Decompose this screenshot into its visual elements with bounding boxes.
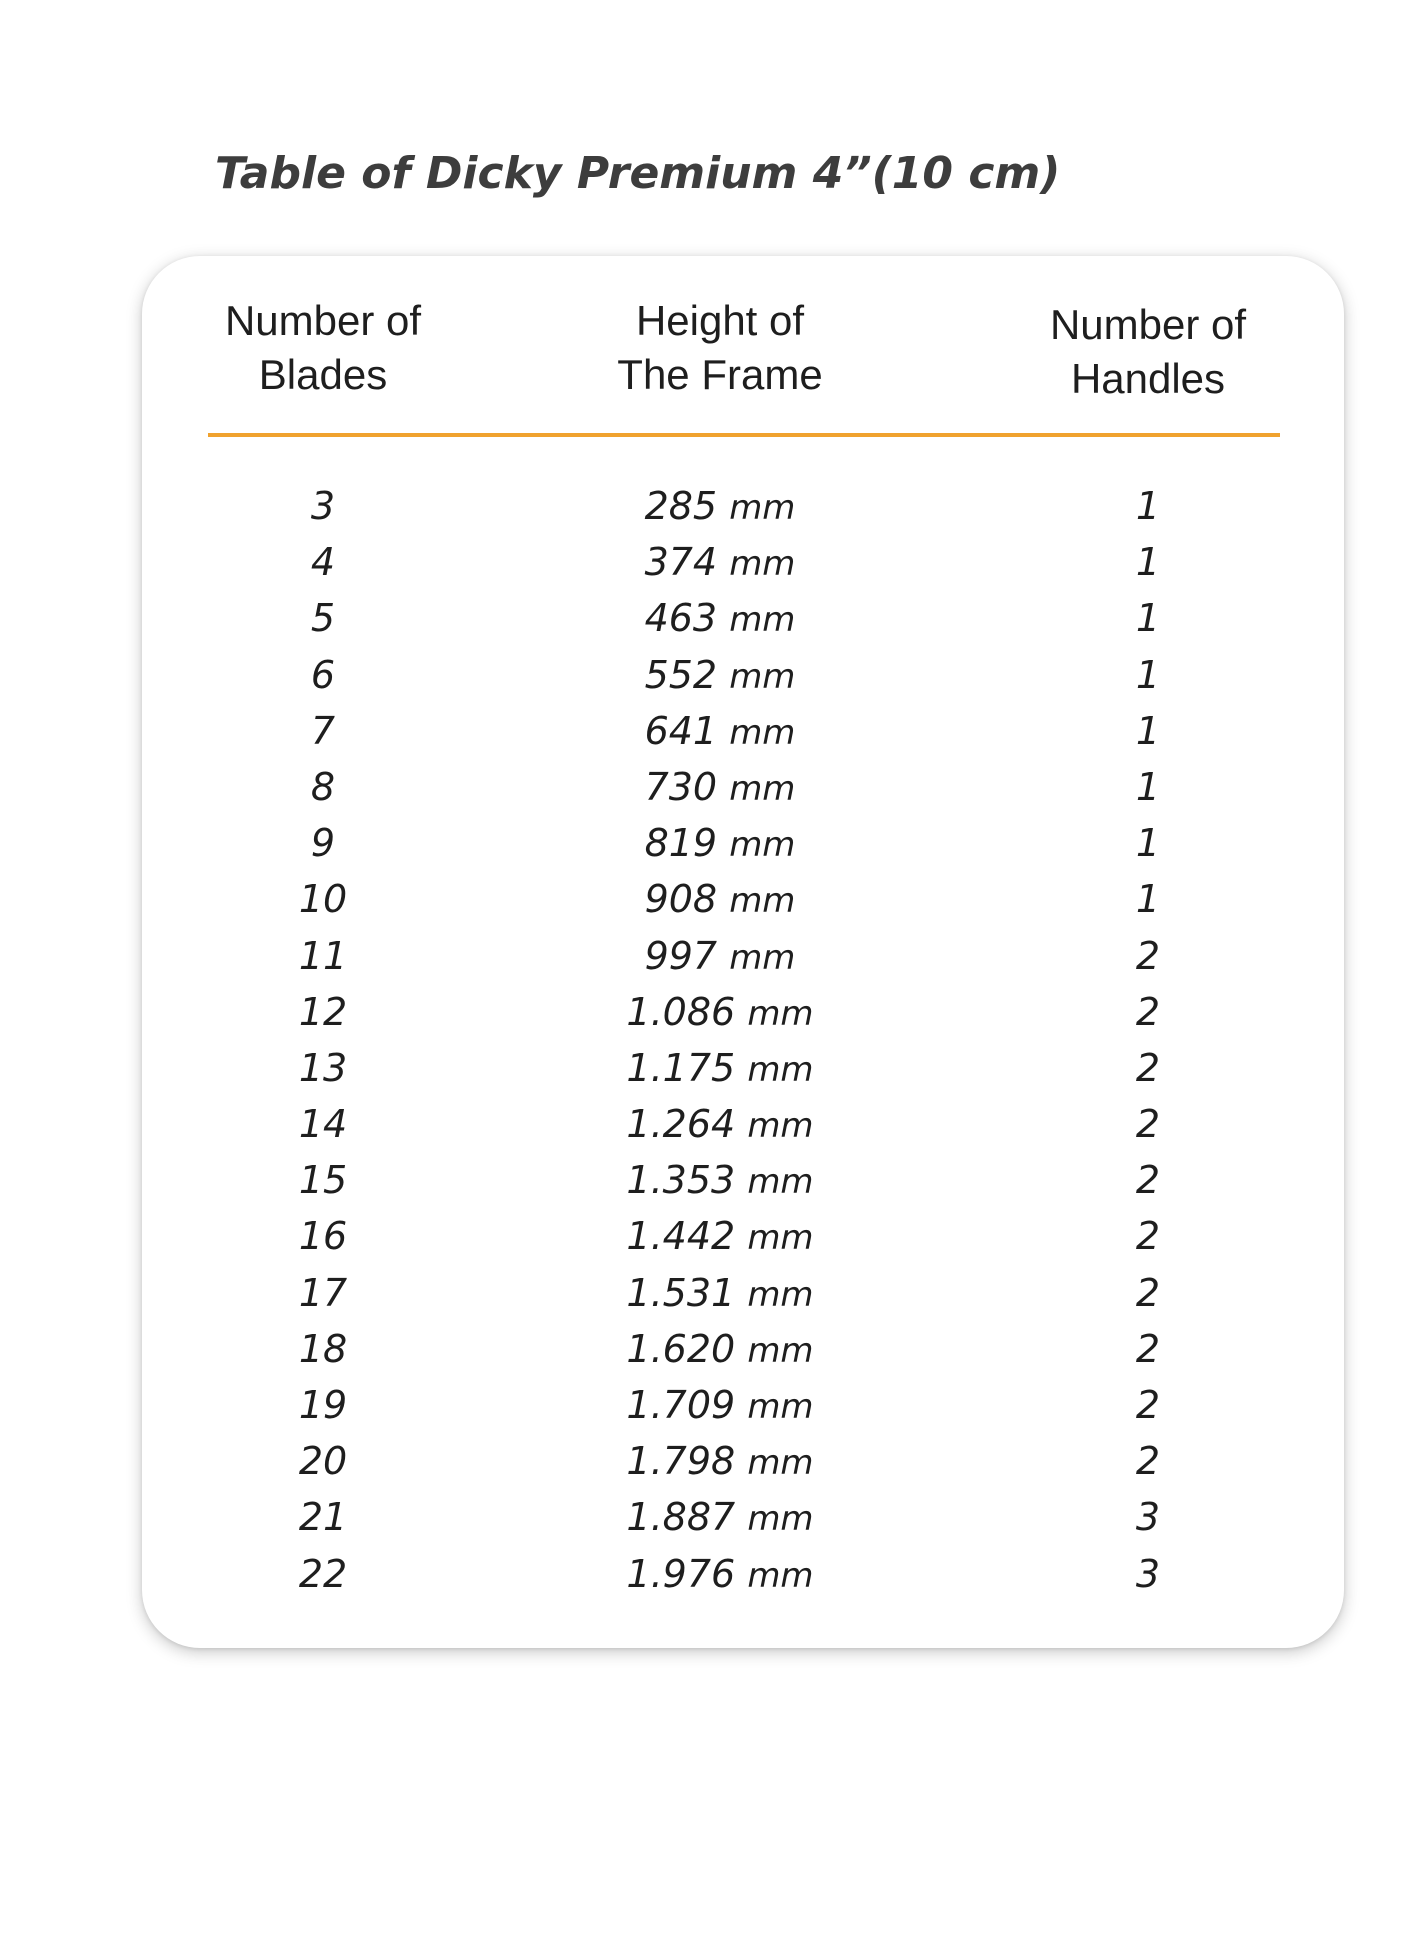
frame-height-value: 1.175 bbox=[626, 1045, 736, 1090]
frame-height-value: 1.531 bbox=[626, 1270, 736, 1315]
header-line: Handles bbox=[1070, 355, 1226, 402]
cell-frame-height bbox=[540, 703, 900, 761]
cell-blades: 13 bbox=[298, 1045, 348, 1090]
frame-height-value: 1.620 bbox=[626, 1326, 736, 1371]
cell-blades: 14 bbox=[298, 1102, 348, 1147]
cell-frame-height bbox=[540, 1040, 900, 1098]
frame-height-value: 1.798 bbox=[626, 1439, 736, 1484]
table-row bbox=[142, 478, 1344, 534]
cell-handles: 2 bbox=[1135, 989, 1161, 1034]
table-header bbox=[142, 256, 1344, 436]
frame-height-unit: mm bbox=[729, 937, 796, 978]
cell-blades: 10 bbox=[298, 877, 348, 922]
cell-blades: 17 bbox=[298, 1270, 348, 1315]
cell-handles: 2 bbox=[1135, 1383, 1161, 1427]
header-number-of-blades bbox=[143, 294, 503, 402]
header-line: Number of bbox=[1049, 301, 1247, 348]
frame-height-unit: mm bbox=[747, 1443, 814, 1484]
frame-height-value: 908 bbox=[644, 877, 718, 922]
frame-height-unit: mm bbox=[747, 1162, 814, 1203]
header-height-of-frame bbox=[540, 294, 900, 402]
cell-blades: 21 bbox=[298, 1495, 348, 1540]
frame-height-value: 1.264 bbox=[626, 1102, 736, 1147]
cell-blades: 11 bbox=[298, 933, 348, 978]
table-row bbox=[142, 647, 1344, 703]
cell-blades: 12 bbox=[298, 989, 348, 1034]
frame-height-unit: mm bbox=[729, 825, 796, 866]
cell-frame-height bbox=[540, 871, 900, 929]
cell-handles: 2 bbox=[1135, 1326, 1161, 1371]
cell-blades: 8 bbox=[310, 764, 336, 809]
table-row bbox=[142, 1208, 1344, 1264]
table-row bbox=[142, 1265, 1344, 1321]
frame-height-value: 1.976 bbox=[626, 1551, 736, 1596]
table-row bbox=[142, 1040, 1344, 1096]
table-row bbox=[142, 984, 1344, 1040]
table-row bbox=[142, 1152, 1344, 1208]
cell-frame-height bbox=[540, 1377, 900, 1435]
frame-height-unit: mm bbox=[747, 1387, 814, 1427]
cell-blades: 19 bbox=[298, 1383, 348, 1427]
frame-height-unit: mm bbox=[747, 1106, 814, 1147]
cell-blades: 22 bbox=[298, 1551, 348, 1596]
cell-blades: 4 bbox=[310, 540, 336, 585]
table-row bbox=[142, 590, 1344, 646]
cell-frame-height bbox=[540, 815, 900, 873]
frame-height-unit: mm bbox=[729, 600, 796, 641]
cell-frame-height bbox=[540, 534, 900, 592]
frame-height-value: 463 bbox=[644, 596, 718, 641]
table-row bbox=[142, 815, 1344, 871]
frame-height-value: 730 bbox=[644, 764, 718, 809]
header-line: Number of bbox=[224, 297, 422, 344]
cell-blades: 15 bbox=[298, 1158, 348, 1203]
table-card bbox=[142, 256, 1344, 1648]
frame-height-value: 1.353 bbox=[626, 1158, 736, 1203]
cell-frame-height bbox=[540, 928, 900, 986]
cell-frame-height bbox=[540, 478, 900, 536]
cell-blades: 7 bbox=[310, 708, 336, 753]
frame-height-value: 374 bbox=[644, 540, 718, 585]
table-row bbox=[142, 1489, 1344, 1545]
header-line: Height of bbox=[635, 297, 805, 344]
cell-handles: 2 bbox=[1135, 1214, 1161, 1259]
cell-handles: 3 bbox=[1135, 1551, 1161, 1596]
cell-frame-height bbox=[540, 1096, 900, 1154]
cell-handles: 2 bbox=[1135, 1439, 1161, 1484]
cell-handles: 2 bbox=[1135, 1270, 1161, 1315]
cell-blades: 9 bbox=[310, 821, 336, 866]
frame-height-value: 1.709 bbox=[626, 1383, 736, 1427]
frame-height-unit: mm bbox=[729, 656, 796, 697]
cell-handles: 1 bbox=[1135, 877, 1161, 922]
table-row bbox=[142, 703, 1344, 759]
cell-handles: 1 bbox=[1135, 764, 1161, 809]
frame-height-unit: mm bbox=[747, 1555, 814, 1596]
cell-handles: 2 bbox=[1135, 933, 1161, 978]
cell-handles: 1 bbox=[1135, 484, 1161, 528]
cell-blades: 5 bbox=[310, 596, 336, 641]
frame-height-unit: mm bbox=[747, 1330, 814, 1371]
cell-frame-height bbox=[540, 590, 900, 648]
cell-handles: 2 bbox=[1135, 1158, 1161, 1203]
frame-height-value: 552 bbox=[644, 652, 718, 697]
header-number-of-handles bbox=[968, 298, 1328, 406]
frame-height-unit: mm bbox=[747, 1049, 814, 1090]
table-row bbox=[142, 1377, 1344, 1433]
header-line: The Frame bbox=[617, 351, 823, 398]
table-row bbox=[142, 1433, 1344, 1489]
table-row bbox=[142, 759, 1344, 815]
frame-height-unit: mm bbox=[729, 768, 796, 809]
cell-handles: 3 bbox=[1135, 1495, 1161, 1540]
cell-blades: 6 bbox=[310, 652, 336, 697]
frame-height-unit: mm bbox=[729, 712, 796, 753]
frame-height-value: 997 bbox=[644, 933, 718, 978]
cell-blades: 3 bbox=[310, 484, 336, 528]
table-body bbox=[142, 478, 1344, 1602]
frame-height-value: 1.442 bbox=[626, 1214, 736, 1259]
cell-handles: 1 bbox=[1135, 708, 1161, 753]
cell-frame-height bbox=[540, 984, 900, 1042]
table-row bbox=[142, 1321, 1344, 1377]
page-title: Table of Dicky Premium 4”(10 cm) bbox=[215, 148, 1061, 199]
cell-blades: 16 bbox=[298, 1214, 348, 1259]
frame-height-unit: mm bbox=[747, 993, 814, 1034]
frame-height-unit: mm bbox=[729, 881, 796, 922]
frame-height-value: 285 bbox=[644, 484, 718, 528]
cell-handles: 2 bbox=[1135, 1045, 1161, 1090]
table-row bbox=[142, 1096, 1344, 1152]
cell-frame-height bbox=[540, 1433, 900, 1491]
cell-frame-height bbox=[540, 759, 900, 817]
cell-handles: 1 bbox=[1135, 652, 1161, 697]
frame-height-unit: mm bbox=[729, 544, 796, 585]
frame-height-value: 1.086 bbox=[626, 989, 736, 1034]
frame-height-unit: mm bbox=[747, 1499, 814, 1540]
cell-frame-height bbox=[540, 1546, 900, 1604]
frame-height-unit: mm bbox=[747, 1274, 814, 1315]
header-line: Blades bbox=[258, 351, 388, 398]
frame-height-value: 819 bbox=[644, 821, 718, 866]
table-row bbox=[142, 534, 1344, 590]
cell-frame-height bbox=[540, 1208, 900, 1266]
table-row bbox=[142, 871, 1344, 927]
cell-frame-height bbox=[540, 1321, 900, 1379]
cell-handles: 1 bbox=[1135, 540, 1161, 585]
table-row bbox=[142, 1546, 1344, 1602]
cell-blades: 18 bbox=[298, 1326, 348, 1371]
cell-frame-height bbox=[540, 1489, 900, 1547]
cell-handles: 1 bbox=[1135, 596, 1161, 641]
cell-handles: 1 bbox=[1135, 821, 1161, 866]
table-row bbox=[142, 928, 1344, 984]
frame-height-value: 641 bbox=[644, 708, 718, 753]
frame-height-value: 1.887 bbox=[626, 1495, 736, 1540]
cell-blades: 20 bbox=[298, 1439, 348, 1484]
frame-height-unit: mm bbox=[729, 488, 796, 528]
cell-handles: 2 bbox=[1135, 1102, 1161, 1147]
cell-frame-height bbox=[540, 1152, 900, 1210]
cell-frame-height bbox=[540, 1265, 900, 1323]
frame-height-unit: mm bbox=[747, 1218, 814, 1259]
cell-frame-height bbox=[540, 647, 900, 705]
header-divider bbox=[208, 433, 1280, 437]
